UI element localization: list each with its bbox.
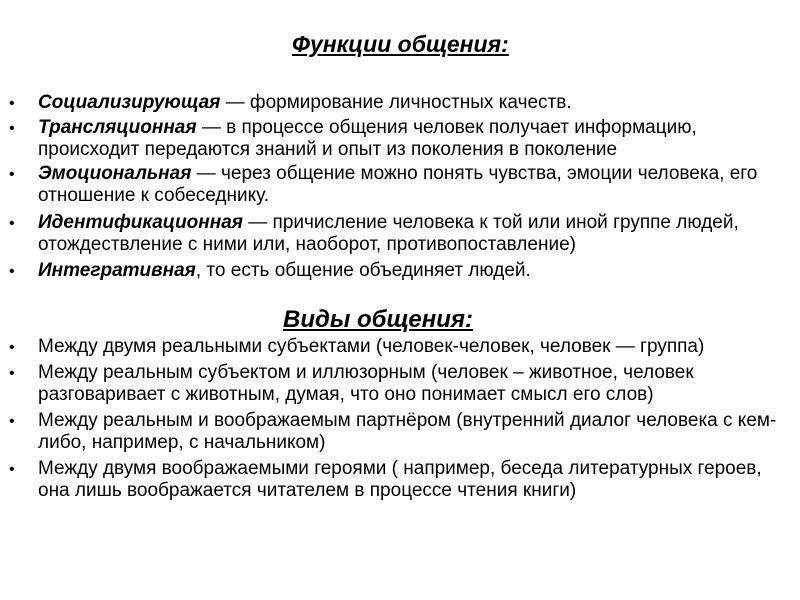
list-item	[0, 362, 800, 406]
types-list	[0, 336, 800, 506]
list-item	[0, 458, 800, 502]
list-item	[0, 117, 800, 161]
bullet-icon: •	[9, 365, 15, 382]
functions-title: Функции общения:	[292, 31, 509, 57]
types-title: Виды общения:	[283, 306, 473, 333]
bullet-icon: •	[9, 413, 15, 430]
bullet-icon: •	[9, 120, 15, 137]
bullet-icon: •	[9, 166, 15, 183]
bullet-icon: •	[9, 95, 15, 112]
bullet-icon: •	[9, 215, 15, 232]
function-term: Эмоциональная	[38, 163, 192, 184]
type-description: Между реальным и воображаемым партнёром (внутренний диалог человека с кем-либо, например, с начальником)	[38, 410, 777, 453]
list-item	[0, 260, 800, 282]
list-item	[0, 212, 800, 256]
list-item	[0, 163, 800, 207]
function-description: — в процессе общения человек получает информацию, происходит передаются знаний и опыт из поколения в поколение	[38, 117, 697, 160]
functions-list	[0, 92, 800, 284]
list-item	[0, 92, 800, 114]
function-description: , то есть общение объединяет людей.	[195, 260, 531, 281]
function-term: Идентификационная	[38, 212, 243, 233]
bullet-icon: •	[9, 263, 15, 280]
bullet-icon: •	[9, 461, 15, 478]
function-description: — причисление человека к той или иной группе людей, отождествление с ними или, наоборот, противопоставление)	[38, 212, 739, 255]
function-term: Трансляционная	[38, 117, 197, 138]
function-term: Социализирующая	[38, 92, 221, 113]
type-description: Между двумя реальными субъектами (человек-человек, человек — группа)	[38, 336, 705, 357]
function-description: — через общение можно понять чувства, эмоции человека, его отношение к собеседнику.	[38, 163, 758, 206]
list-item	[0, 336, 800, 358]
bullet-icon: •	[9, 339, 15, 356]
type-description: Между реальным субъектом и иллюзорным (человек – животное, человек разговаривает с животным, думая, что оно понимает смысл его слов)	[38, 362, 694, 405]
function-term: Интегративная	[38, 260, 196, 281]
function-description: — формирование личностных качеств.	[220, 92, 572, 113]
type-description: Между двумя воображаемыми героями ( например, беседа литературных героев, она лишь воображается читателем в процессе чтения книги)	[38, 458, 762, 501]
list-item	[0, 410, 800, 454]
